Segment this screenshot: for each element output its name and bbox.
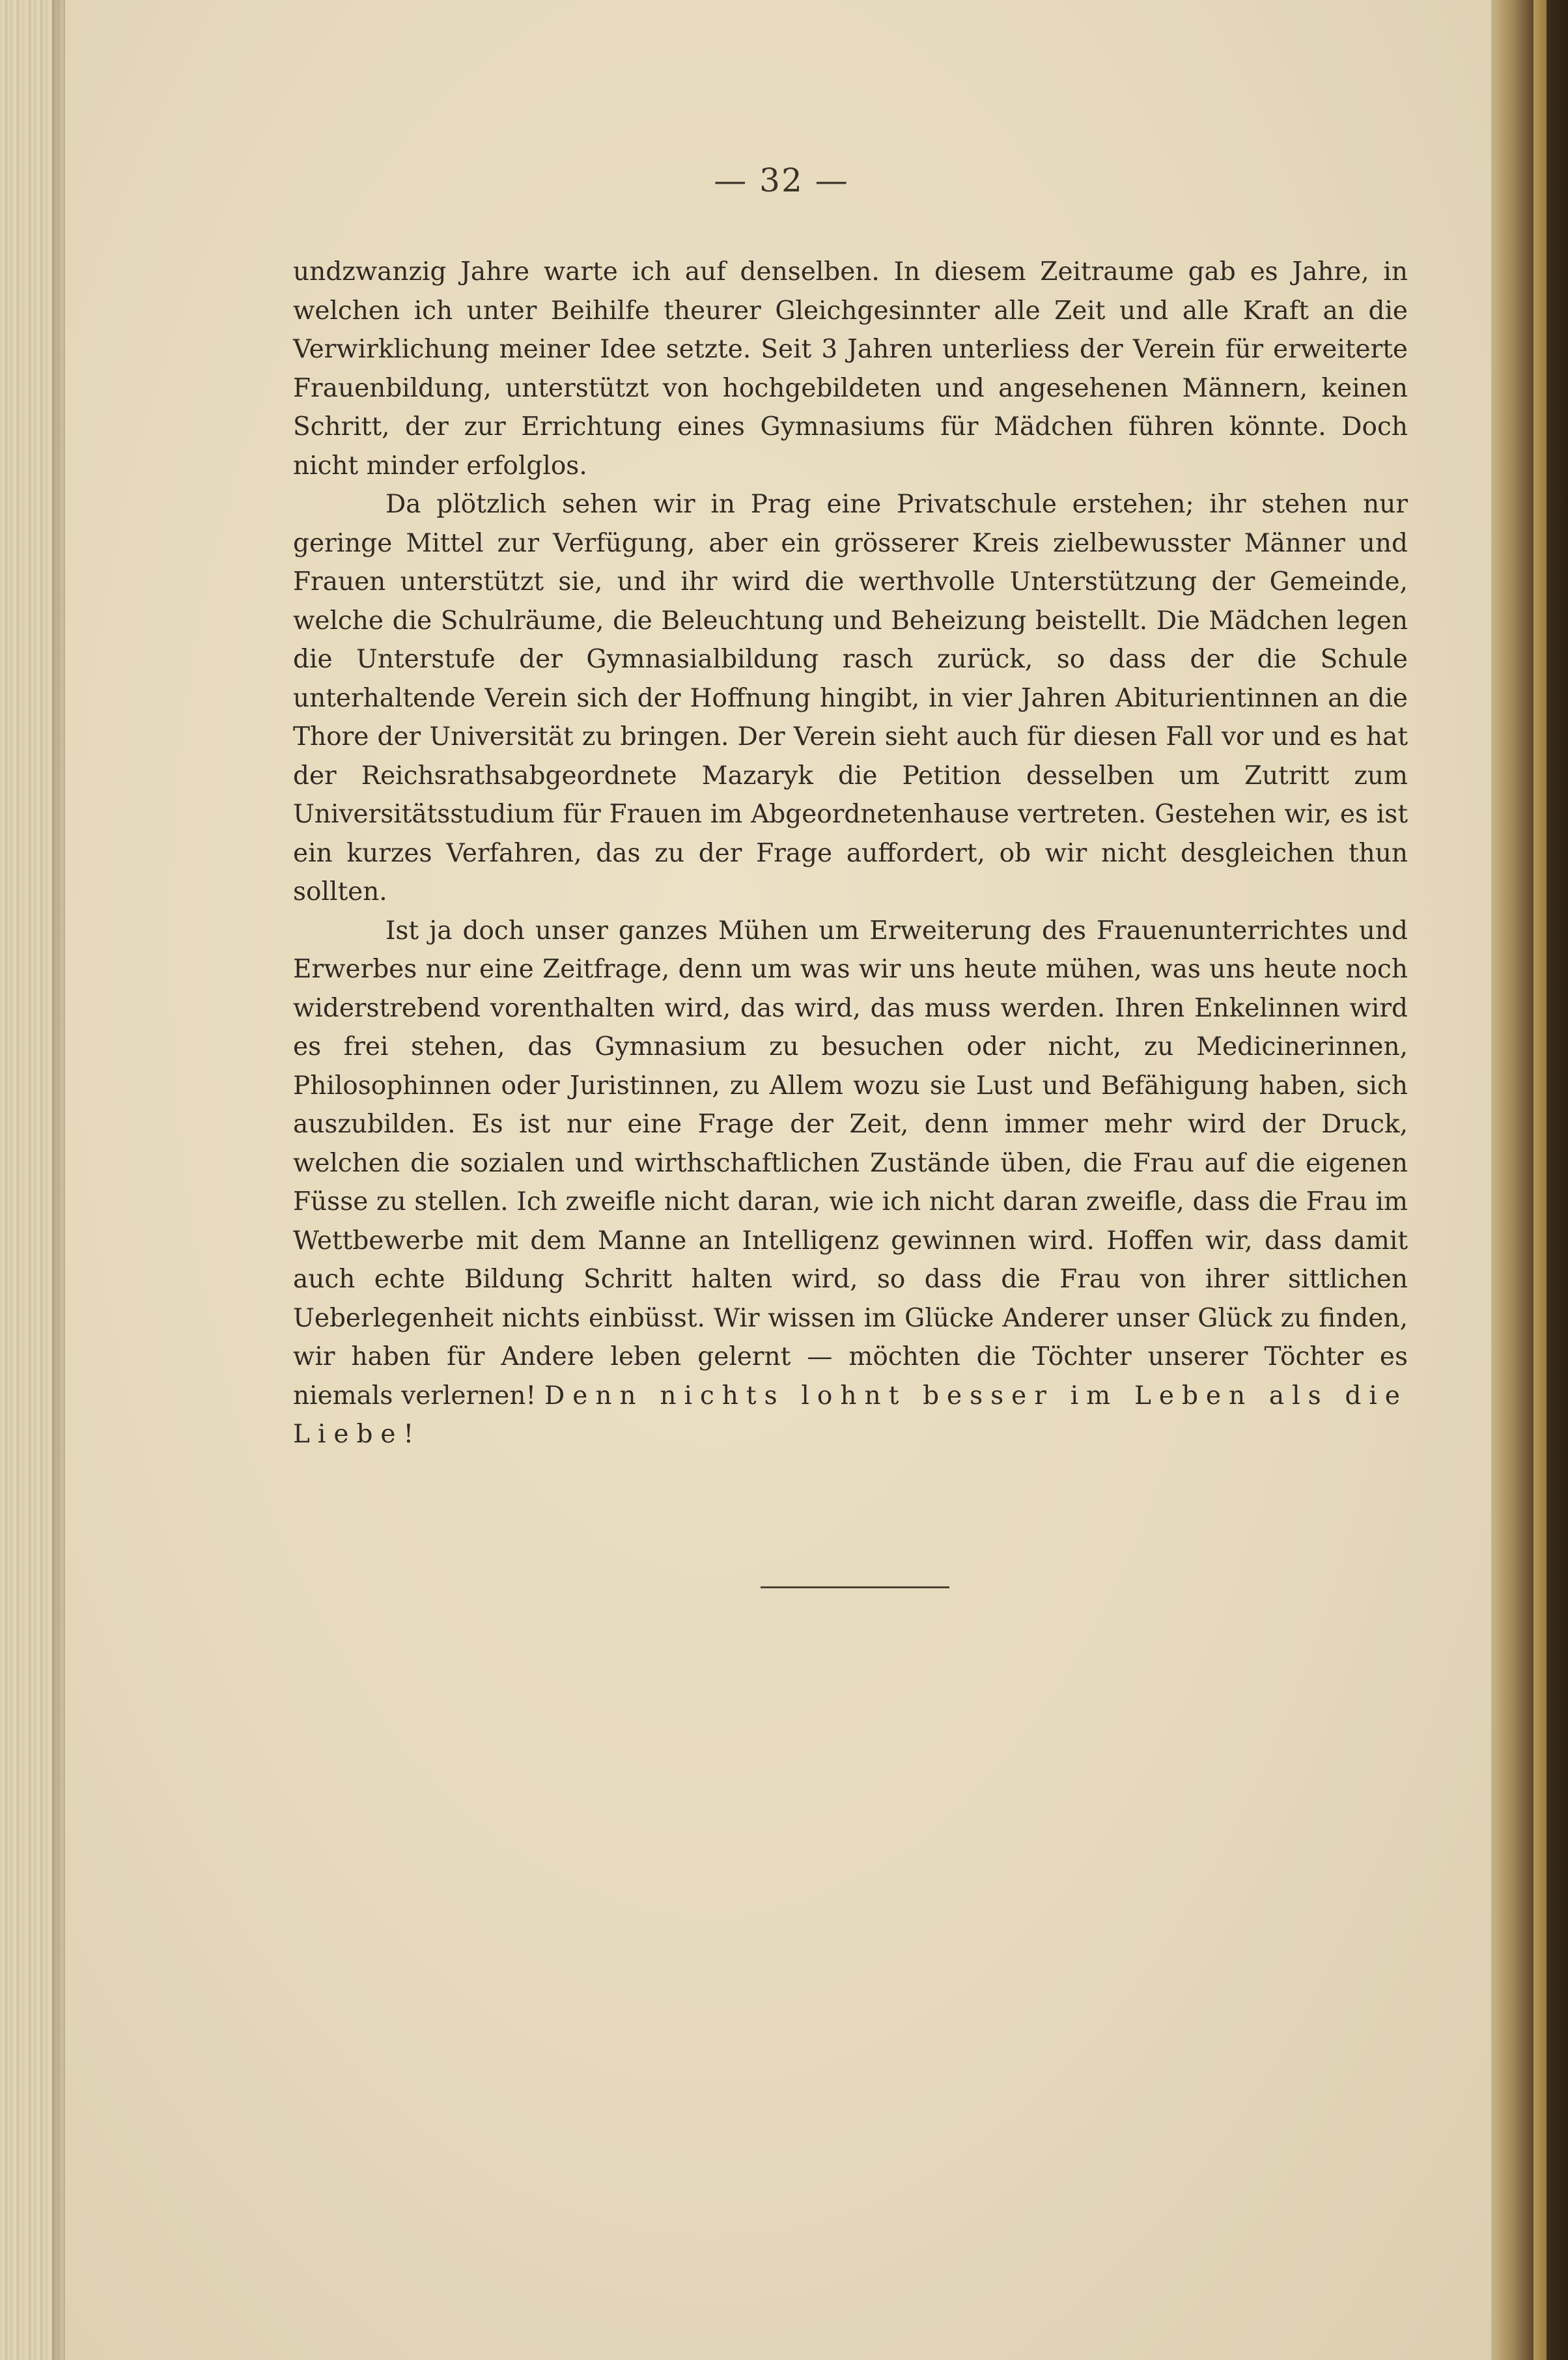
end-rule [761, 1586, 949, 1588]
binding-gilt-edge [1533, 0, 1547, 2360]
paragraph-3-main: Ist ja doch unser ganzes Mühen um Erweiterung des Frauenunterrichtes und Erwerbes nur eine Zeitfrage, denn um was wir uns heute mühen, was uns heute noch widerstrebend vorenthalten wird, das wird, das muss werden. Ihren Enkelinnen wird es frei stehen, das Gymnasium zu besuchen oder nicht, zu Medicinerinnen, Philosophinnen oder Juristinnen, zu Allem wozu sie Lust und Befähigung haben, sich auszubilden. Es ist nur eine Frage der Zeit, denn immer mehr wird der Druck, welchen die sozialen und wirthschaftlichen Zustände üben, die Frau auf die eigenen Füsse zu stellen. Ich zweifle nicht daran, wie ich nicht daran zweifle, dass die Frau im Wettbewerbe mit dem Manne an Intelligenz gewinnen wird. Hoffen wir, dass damit auch echte Bildung Schritt halten wird, so dass die Frau von ihrer sittlichen Ueberlegenheit nichts einbüsst. Wir wissen im Glücke Anderer unser Glück zu finden, wir haben für Andere leben gelernt — möchten die Töchter unserer Töchter es niemals verlernen! [293, 916, 1408, 1411]
page-number-header [65, 162, 1498, 199]
paragraph-1: undzwanzig Jahre warte ich auf denselben. In diesem Zeitraume gab es Jahre, in welchen ich unter Beihilfe theurer Gleichgesinnter alle Zeit und alle Kraft an die Verwirklichung meiner Idee setzte. Seit 3 Jahren unterliess der Verein für erweiterte Frauenbildung, unterstützt von hochgebildeten und angesehenen Männern, keinen Schritt, der zur Errichtung eines Gymnasiums für Mädchen führen könnte. Doch nicht minder erfolglos. [293, 257, 1408, 481]
paragraph-3-spaced-closing: Denn nichts lohnt besser im Leben als die Liebe! [293, 1381, 1408, 1449]
book-binding [1491, 0, 1568, 2360]
body-text [293, 253, 1408, 1454]
page-number: — 32 — [714, 162, 849, 199]
paragraph-3 [293, 912, 1408, 1454]
paragraph-2: Da plötzlich sehen wir in Prag eine Privatschule erstehen; ihr stehen nur geringe Mittel zur Verfügung, aber ein grösserer Kreis zielbewusster Männer und Frauen unterstützt sie, und ihr wird die werthvolle Unterstützung der Gemeinde, welche die Schulräume, die Beleuchtung und Beheizung beistellt. Die Mädchen legen die Unterstufe der Gymnasialbildung rasch zurück, so dass der die Schule unterhaltende Verein sich der Hoffnung hingibt, in vier Jahren Abiturientinnen an die Thore der Universität zu bringen. Der Verein sieht auch für diesen Fall vor und es hat der Reichsrathsabgeordnete Mazaryk die Petition desselben um Zutritt zum Universitätsstudium für Frauen im Abgeordnetenhause vertreten. Gestehen wir, es ist ein kurzes Verfahren, das zu der Frage auffordert, ob wir nicht desgleichen thun sollten. [293, 490, 1408, 906]
